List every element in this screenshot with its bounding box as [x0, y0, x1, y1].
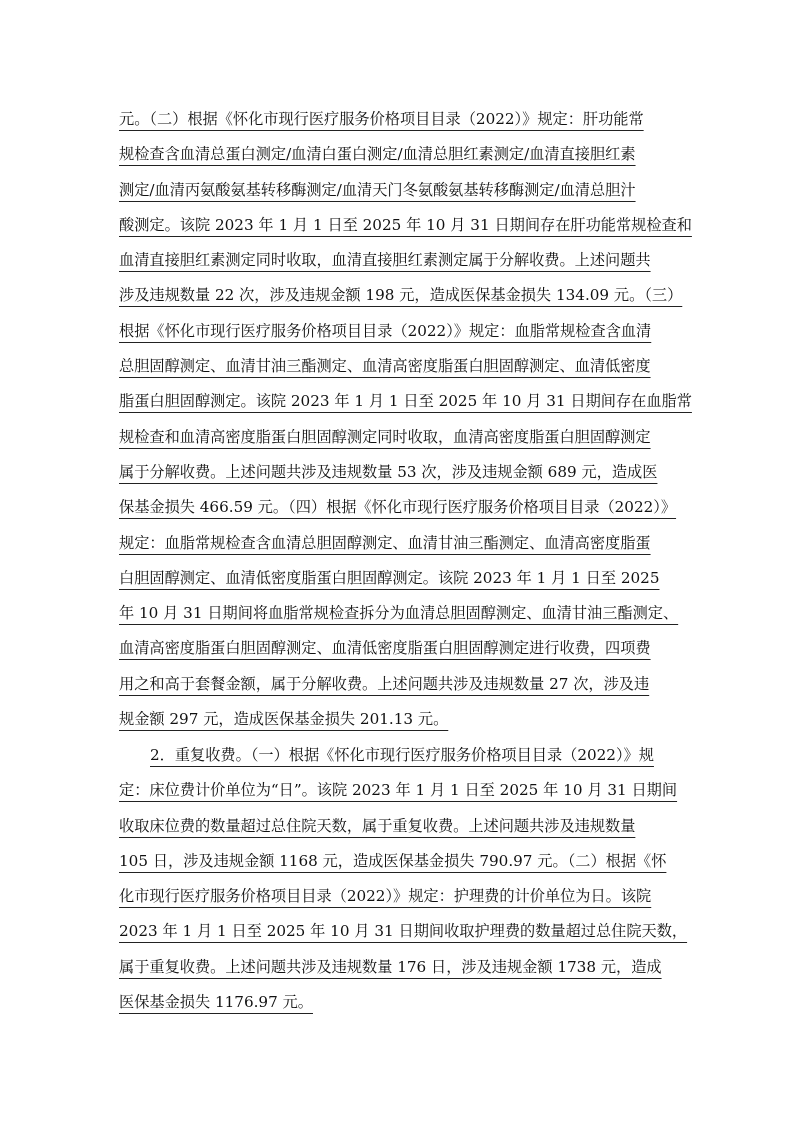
text-line: 规金额 297 元，造成医保基金损失 201.13 元。	[119, 710, 449, 729]
text-line: 属于重复收费。上述问题共涉及违规数量 176 日，涉及违规金额 1738 元，造成	[119, 957, 662, 976]
text-line: 酸测定。该院 2023 年 1 月 1 日至 2025 年 10 月 31 日期间存在肝功能常规检查和	[119, 215, 692, 234]
text-line: 用之和高于套餐金额，属于分解收费。上述问题共涉及违规数量 27 次，涉及违	[119, 674, 650, 693]
paragraph-duplicate-charges	[119, 738, 688, 1020]
text-line: 105 日，涉及违规金额 1168 元，造成医保基金损失 790.97 元。（二）根据《怀	[119, 851, 667, 870]
text-line: 定：床位费计价单位为“日”。该院 2023 年 1 月 1 日至 2025 年 10 月 31 日期间	[119, 781, 678, 800]
text-line: 元。（二）根据《怀化市现行医疗服务价格项目目录（2022）》规定：肝功能常	[119, 110, 644, 128]
text-line: 根据《怀化市现行医疗服务价格项目目录（2022）》规定：血脂常规检查含血清	[119, 321, 652, 340]
text-line: 2023 年 1 月 1 日至 2025 年 10 月 31 日期间收取护理费的数量超过总住院天数，	[119, 922, 688, 941]
text-line: 总胆固醇测定、血清甘油三酯测定、血清高密度脂蛋白胆固醇测定、血清低密度	[119, 357, 651, 376]
text-line: 化市现行医疗服务价格项目目录（2022）》规定：护理费的计价单位为日。该院	[119, 887, 652, 906]
text-line: 脂蛋白胆固醇测定。该院 2023 年 1 月 1 日至 2025 年 10 月 31 日期间存在血脂常	[119, 392, 692, 411]
text-line: 年 10 月 31 日期间将血脂常规检查拆分为血清总胆固醇测定、血清甘油三酯测定、	[119, 604, 679, 623]
text-line: 规检查含血清总蛋白测定/血清白蛋白测定/血清总胆红素测定/血清直接胆红素	[119, 145, 636, 164]
text-line: 规检查和血清高密度脂蛋白胆固醇测定同时收取，血清高密度脂蛋白胆固醇测定	[119, 427, 651, 446]
text-line: 涉及违规数量 22 次，涉及违规金额 198 元，造成医保基金损失 134.09 元。（三）	[119, 286, 683, 305]
paragraph-decomposition-charges	[119, 102, 692, 737]
text-line: 白胆固醇测定、血清低密度脂蛋白胆固醇测定。该院 2023 年 1 月 1 日至 2025	[119, 568, 660, 587]
text-line: 规定：血脂常规检查含血清总胆固醇测定、血清甘油三酯测定、血清高密度脂蛋	[119, 533, 651, 552]
text-line: 血清高密度脂蛋白胆固醇测定、血清低密度脂蛋白胆固醇测定进行收费，四项费	[119, 639, 651, 658]
text-line: 收取床位费的数量超过总住院天数，属于重复收费。上述问题共涉及违规数量	[119, 816, 636, 835]
text-line: 2．重复收费。（一）根据《怀化市现行医疗服务价格项目目录（2022）》规	[150, 746, 654, 764]
text-line: 测定/血清丙氨酸氨基转移酶测定/血清天门冬氨酸氨基转移酶测定/血清总胆汁	[119, 180, 636, 199]
text-line: 医保基金损失 1176.97 元。	[119, 993, 313, 1012]
text-line: 保基金损失 466.59 元。（四）根据《怀化市现行医疗服务价格项目目录（2022）》	[119, 498, 677, 517]
text-line: 血清直接胆红素测定同时收取，血清直接胆红素测定属于分解收费。上述问题共	[119, 251, 651, 270]
text-line: 属于分解收费。上述问题共涉及违规数量 53 次，涉及违规金额 689 元，造成医	[119, 462, 658, 481]
